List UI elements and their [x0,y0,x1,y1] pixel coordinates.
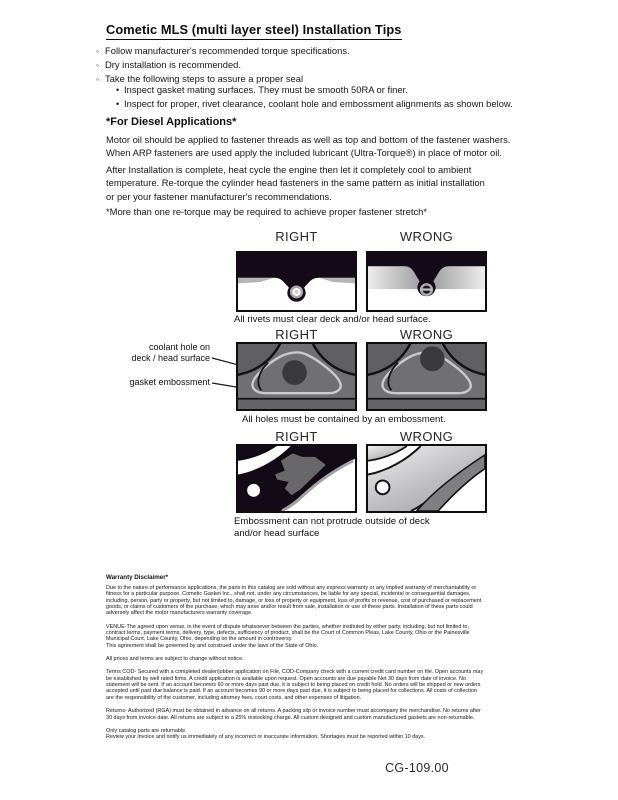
embossment-wrong-drawing [368,344,485,409]
coolant-hole-outside [420,346,445,371]
page-title: Cometic MLS (multi layer steel) Installation Tips [106,22,402,40]
gasket-embossment-label: gasket embossment [129,377,210,387]
page-number: CG-109.00 [385,761,449,775]
open-bullet-icon: ◦ [96,60,100,70]
embossment-containment-wrong-figure [366,342,487,411]
rivet-wrong-drawing [368,253,485,310]
legal-text-line: Only catalog parts are returnable. [106,727,187,734]
list-item [96,44,350,58]
list-item-text: Dry installation is recommended. [105,59,241,70]
row3-right-label: RIGHT [275,429,318,444]
bullet-icon: • [116,99,120,109]
retorque-note: *More than one re-torque may be required to achieve proper fastener stretch* [106,206,428,217]
rivet-right-drawing [238,253,355,310]
rivet-clearance-wrong-figure [366,251,487,312]
legal-text-line: be established by well rated firms. A credit application is available upon request. Open accounts are due payable Net 30 days from date of invoice. No [106,675,466,682]
warranty-disclaimer-heading: Warranty Disclaimer* [106,574,169,581]
legal-text-line: 30 days from invoice date. All returns are subject to a 25% restocking charge. All custom designed and custom manufactured gaskets are non-returnable. [106,714,475,721]
row1-wrong-label: WRONG [399,229,454,244]
paragraph-line: After Installation is complete, heat cycle the engine then let it completely cool to ambient [106,164,472,175]
list-item-text: Take the following steps to assure a proper seal [105,73,304,84]
legal-paragraph [106,656,526,662]
paragraph-line: When ARP fasteners are used apply the included lubricant (Ultra-Torque®) in place of motor oil. [106,147,502,159]
bolt-hole [247,484,260,497]
legal-text-line: Review your invoice and notify us immediately of any incorrect or inaccurate information. Shortages must be reported within 10 days. [106,734,426,741]
installation-tips-list [96,44,350,86]
legal-text-line: Due to the nature of performance applications, the parts in this catalog are sold without any express warranty or any implied warranty of merchantability or [106,585,477,591]
legal-text-line: including, person, party or property, but not limited to, damage, or loss of property or equipment, loss of profits or revenue, cost of purchased or replacement [106,597,482,604]
list-item [96,58,350,72]
row1-right-label: RIGHT [275,229,318,244]
paragraph-line: Motor oil should be applied to fastener threads as well as top and bottom of the fastener washers. [106,134,511,145]
embossment-containment-right-figure [236,342,357,411]
legal-text-line: Returns- Authorized (RGA) must be obtained in advance on all returns. A packing slip or invoice number must accompany the merchandise. No returns after [106,708,481,715]
protrusion-right-drawing [238,446,355,511]
rivet-clearance-right-figure [236,251,357,312]
list-item-text: Inspect for proper, rivet clearance, coolant hole and embossment alignments as shown below. [124,98,513,109]
protrusion-right-figure [236,444,357,513]
row2-right-label: RIGHT [275,327,318,342]
legal-paragraph [106,669,526,701]
legal-paragraph [106,585,526,617]
legal-text-line: VENUE-The agreed upon venue, in the event of dispute whatsoever between the parties, whether instituted by either party, including, but not limited to, [106,623,469,630]
protrusion-wrong-figure [366,444,487,513]
bolt-hole [376,480,390,494]
coolant-hole-label: coolant hole on deck / head surface [131,342,210,363]
paragraph-line: temperature. Re-torque the cylinder head fasteners in the same pattern as initial installation [106,177,485,189]
inspection-steps-list [116,83,513,111]
legal-text-line: fitness for a particular purpose. Cometic Gasket Inc., shall not, under any circumstances, be liable for any special, incidental or consequential damages, [106,591,471,598]
legal-text-line: All prices and terms are subject to change without notice. [106,656,244,663]
list-item [116,97,513,111]
legal-paragraph [106,708,526,721]
legal-text-line: adversely affect the motor manufacturers warranty coverage. [106,610,253,617]
legal-text-line: goods, or claims of customers of the purchase, which may arise and/or result from sale, installation or use of these parts. Installation of these parts could [106,604,473,611]
legal-paragraph [106,624,526,649]
diesel-paragraph-1 [106,133,510,160]
row3-caption: Embossment can not protrude outside of deck and/or head surface [234,516,430,539]
legal-text-line: Municipal Court, Lake County, Ohio, depending on the amount in controversy. [106,636,293,643]
row2-caption: All holes must be contained by an embossment. [242,414,446,425]
legal-text [106,585,526,748]
legal-text-line: are the responsibility of the customer, including attorney fees, court costs, and other expenses of litigation. [106,694,362,701]
open-bullet-icon: ◦ [96,74,100,84]
row1-caption: All rivets must clear deck and/or head surface. [234,314,431,325]
list-item [116,83,513,97]
bullet-icon: • [116,85,120,95]
list-item-text: Inspect gasket mating surfaces. They must be smooth 50RA or finer. [124,84,408,95]
paragraph-line: or per your fastener manufacturer's recommendations. [106,190,332,202]
legal-text-line: accepted until past due balance is paid. If an account becomes 90 or more days past due, it is subject to being placed for collections. All costs of collection [106,688,477,695]
diesel-paragraph-2 [106,163,485,203]
diesel-applications-heading: *For Diesel Applications* [106,116,237,128]
legal-text-line: This agreement shall be governed by and construed under the laws of the State of Ohio. [106,642,319,649]
legal-paragraph [106,728,526,741]
row2-wrong-label: WRONG [399,327,454,342]
legal-text-line: contract terms, payment terms, delivery, type, defects, sufficiency of product, shall be the Court of Common Pleas, Lake County, Ohio or the Painesville [106,630,470,637]
open-bullet-icon: ◦ [96,46,100,56]
coolant-hole [282,360,307,385]
protrusion-wrong-drawing [368,446,485,511]
embossment-right-drawing [238,344,355,409]
deck-line-through-rivet [421,288,433,290]
legal-text-line: statement will be sent. If an account becomes 60 or more days past due, it is subject to being placed on credit hold. No orders will be shipped or new orders [106,682,481,689]
list-item-text: Follow manufacturer's recommended torque specifications. [105,45,350,56]
legal-text-line: Terms COD- Secured with a completed dealer/jobber application on File, COD-Company check with a current credit card number on file. Open accounts may [106,669,484,676]
row3-wrong-label: WRONG [399,429,454,444]
